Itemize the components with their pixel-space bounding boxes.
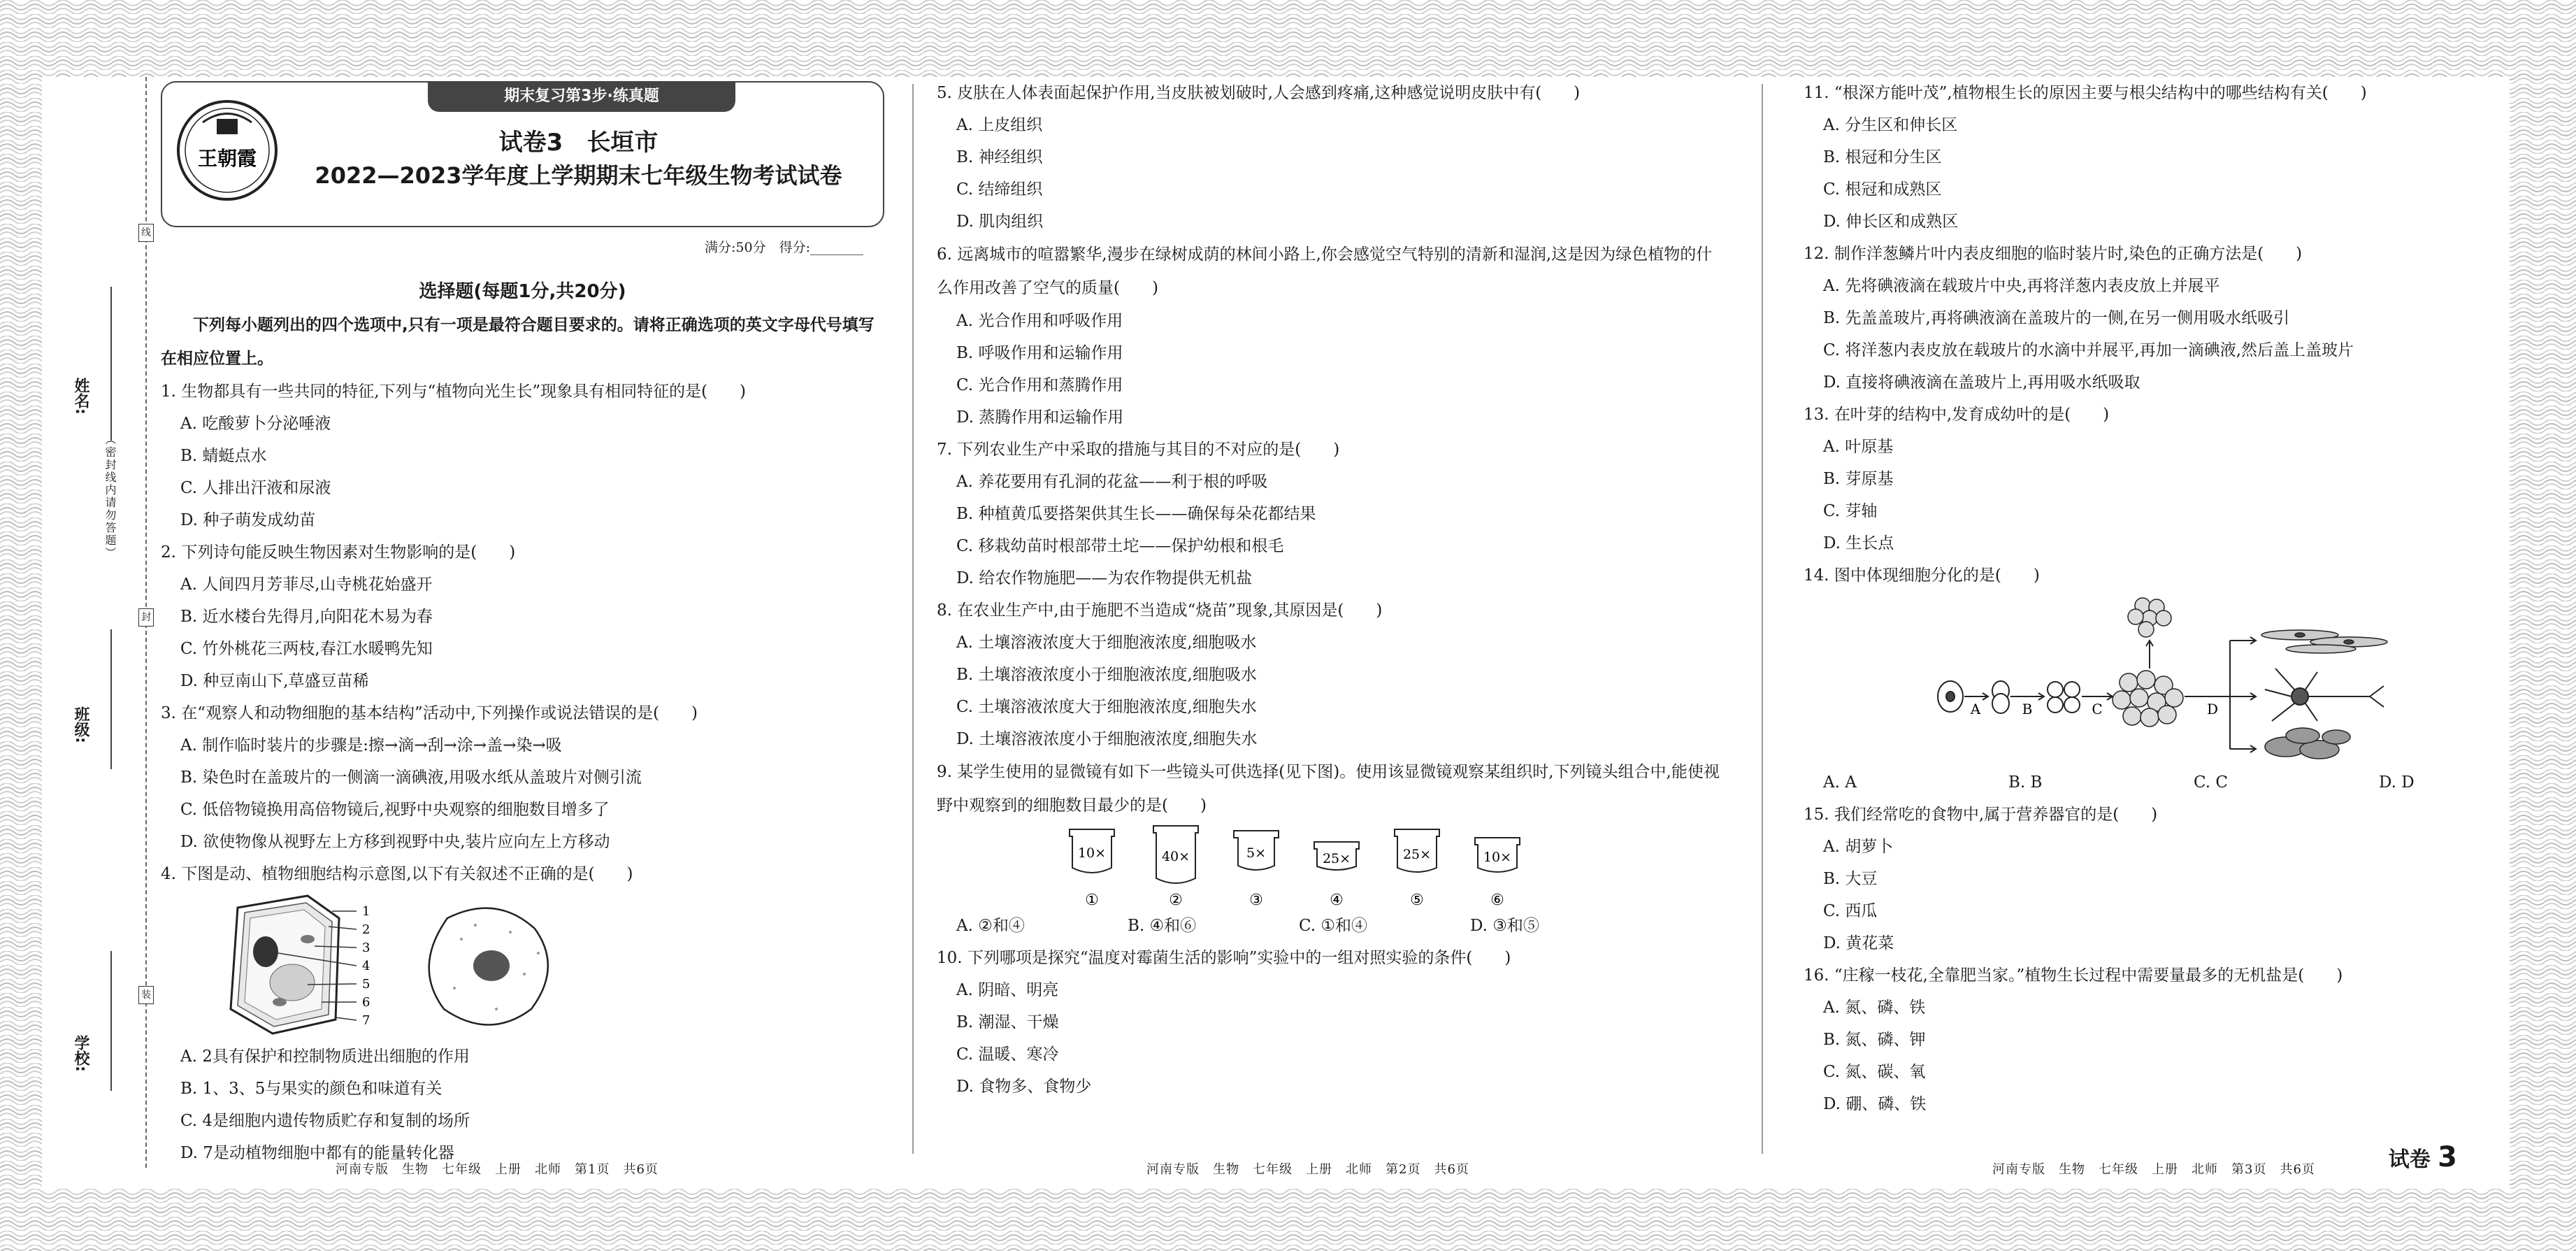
question-stem: 12. 制作洋葱鳞片叶内表皮细胞的临时装片时,染色的正确方法是( ) [1804, 245, 2303, 263]
option-d[interactable]: D. 给农作物施肥——为农作物提供无机盐 [956, 569, 1253, 587]
question-15 [1804, 799, 2524, 959]
binding-mark-seal: 封 [138, 608, 154, 627]
question-stem: 5. 皮肤在人体表面起保护作用,当皮肤被划破时,人会感到疼痛,这种感觉说明皮肤中有( ) [937, 84, 1581, 102]
option-row [937, 910, 1723, 942]
option-d[interactable]: D. 伸长区和成熟区 [1823, 213, 1959, 231]
option-c[interactable]: C. 西瓜 [1823, 902, 1878, 920]
column-3: 11. “根深方能叶茂”,植物根生长的原因主要与根尖结构中的哪些结构有关( ) A. 分生区和伸长区 B. 根冠和分生区 C. 根冠和成熟区 D. 伸长区和成熟区 12. 制作洋葱鳞片叶内表皮细胞的临时装片时,染色的正确方法是( ) A. 先将碘液滴在载玻片中央,再将洋葱内表皮放上并展平 B. 先盖盖玻片,再将碘液滴在盖玻片的一侧,在另一侧用吸水纸吸引 C. 将洋葱内表皮放在载玻片的水滴中并展平,再加一滴碘液,然后盖上盖玻片 D. 直接将碘液滴在盖玻片上,再用吸水纸吸取 13. 在叶芽的结构中,发育成幼叶的是( ) A. 叶原基 B. 芽原基 C. 芽轴 D. 生长点 14. 图中体现细胞分化的是( ) A B C D A. A B. B C. C D. D 15. 我们经常吃的食物中,属于营养器官的是( ) A. 胡萝卜 B. 大豆 C. 西瓜 D. 黄花菜 16. “庄稼一枝花,全靠肥当家。”植物生长过程中需要量最多的无机盐是( ) A. 氮、磷、铁 B. 氮、磷、钾 C. 氮、碳、氧 D. 硼、磷、铁 河南专版 生物 七年级 上册 北师 第3页 共6页 [1804, 77, 2524, 1120]
question-stem: 8. 在农业生产中,由于施肥不当造成“烧苗”现象,其原因是( ) [937, 601, 1383, 620]
lens-numbers [1085, 892, 1504, 909]
lens-figure [1056, 822, 1587, 910]
svg-text:⑥: ⑥ [1490, 892, 1504, 909]
svg-text:10×: 10× [1077, 845, 1107, 861]
option-a[interactable]: A. A [1823, 773, 1857, 792]
exam-title: 试卷3 长垣市 [498, 129, 659, 157]
option-d[interactable]: D. 黄花菜 [1823, 934, 1894, 952]
question-stem: 16. “庄稼一枝花,全靠肥当家。”植物生长过程中需要量最多的无机盐是( ) [1804, 966, 2343, 985]
option-c[interactable]: C. 根冠和成熟区 [1823, 180, 1942, 199]
option-d[interactable]: D. 食物多、食物少 [956, 1078, 1092, 1096]
question-3 [161, 697, 884, 858]
svg-text:2: 2 [362, 922, 370, 937]
option-a[interactable]: A. 先将碘液滴在载玻片中央,再将洋葱内表皮放上并展平 [1823, 277, 2220, 295]
svg-text:25×: 25× [1322, 851, 1351, 866]
option-b[interactable]: B. 氮、磷、钾 [1823, 1031, 1926, 1049]
option-d[interactable]: D. 种子萌发成幼苗 [180, 511, 316, 529]
option-a[interactable]: A. 人间四月芳菲尽,山寺桃花始盛开 [180, 576, 433, 594]
question-2 [161, 536, 884, 697]
option-row [1804, 766, 2524, 799]
option-b[interactable]: B. 近水楼台先得月,向阳花木易为春 [180, 608, 433, 626]
column-2: 5. 皮肤在人体表面起保护作用,当皮肤被划破时,人会感到疼痛,这种感觉说明皮肤中有( ) A. 上皮组织 B. 神经组织 C. 结缔组织 D. 肌肉组织 6. 远离城市的喧嚣繁华,漫步在绿树成荫的林间小路上,你会感觉空气特别的清新和湿润,这是因为绿色植物的什么作用改善了空气的质量( ) A. 光合作用和呼吸作用 B. 呼吸作用和运输作用 C. 光合作用和蒸腾作用 D. 蒸腾作用和运输作用 7. 下列农业生产中采取的措施与其目的不对应的是( ) A. 养花要用有孔洞的花盆——利于根的呼吸 B. 种植黄瓜要搭架供其生长——确保每朵花都结果 C. 移栽幼苗时根部带土坨——保护幼根和根毛 D. 给农作物施肥——为农作物提供无机盐 8. 在农业生产中,由于施肥不当造成“烧苗”现象,其原因是( ) A. 土壤溶液浓度大于细胞液浓度,细胞吸水 B. 土壤溶液浓度小于细胞液浓度,细胞吸水 C. 土壤溶液浓度大于细胞液浓度,细胞失水 D. 土壤溶液浓度小于细胞液浓度,细胞失水 9. 某学生使用的显微镜有如下一些镜头可供选择(见下图)。使用该显微镜观察某组织时,下列镜头组合中,能使视野中观察到的细胞数目最少的是( ) 10× 40× 5× 25× 25× 10× ① ② ③ ④ ⑤ ⑥ A. ②和④ B. ④和⑥ C. ①和④ D. ③和⑤ 10. 下列哪项是探究“温度对霉菌生活的影响”实验中的一组对照实验的条件( ) A. 阴暗、明亮 B. 潮湿、干燥 C. 温暖、寒冷 D. 食物多、食物少 河南专版 生物 七年级 上册 北师 第2页 共6页 [937, 77, 1723, 1103]
option-a[interactable]: A. 叶原基 [1823, 438, 1894, 456]
binding-mark-line: 线 [138, 224, 154, 242]
option-b[interactable]: B. 种植黄瓜要搭架供其生长——确保每朵花都结果 [956, 505, 1316, 523]
class-blank[interactable] [110, 629, 112, 769]
nucleus-mark [253, 936, 278, 967]
svg-text:③: ③ [1249, 892, 1263, 909]
option-a[interactable]: A. ②和④ [956, 917, 1025, 935]
option-b[interactable]: B. 芽原基 [1823, 470, 1894, 488]
svg-text:40×: 40× [1161, 849, 1190, 864]
question-stem: 7. 下列农业生产中采取的措施与其目的不对应的是( ) [937, 441, 1340, 459]
svg-text:1: 1 [362, 904, 370, 919]
svg-text:5×: 5× [1246, 845, 1267, 861]
question-stem: 3. 在“观察人和动物细胞的基本结构”活动中,下列操作或说法错误的是( ) [161, 704, 698, 722]
option-c[interactable]: C. 4是细胞内遗传物质贮存和复制的场所 [180, 1112, 470, 1130]
binding-margin [42, 77, 161, 1189]
option-c[interactable]: C. 低倍物镜换用高倍物镜后,视野中央观察的细胞数目增多了 [180, 801, 610, 819]
option-b[interactable]: B. ④和⑥ [1128, 917, 1197, 935]
question-stem: 13. 在叶芽的结构中,发育成幼叶的是( ) [1804, 406, 2110, 424]
question-7 [937, 434, 1723, 594]
option-d[interactable]: D. 直接将碘液滴在盖玻片上,再用吸水纸吸取 [1823, 373, 2140, 392]
question-stem: 9. 某学生使用的显微镜有如下一些镜头可供选择(见下图)。使用该显微镜观察某组织时,下列镜头组合中,能使视野中观察到的细胞数目最少的是( ) [937, 763, 1720, 815]
svg-text:4: 4 [362, 959, 370, 973]
svg-text:④: ④ [1330, 892, 1344, 909]
exam-header [161, 81, 884, 227]
cell-differentiation-figure [1936, 592, 2510, 766]
svg-text:10×: 10× [1483, 850, 1512, 865]
option-b[interactable]: B. 大豆 [1823, 870, 1878, 888]
option-d[interactable]: D. 欲使物像从视野左上方移到视野中央,装片应向左上方移动 [180, 833, 610, 851]
question-5 [937, 77, 1723, 238]
stamp-label: 试卷 [2388, 1148, 2431, 1172]
svg-text:3: 3 [362, 941, 370, 955]
page-footer: 河南专版 生物 七年级 上册 北师 第1页 共6页 [336, 1162, 659, 1177]
svg-text:①: ① [1085, 892, 1099, 909]
question-stem: 10. 下列哪项是探究“温度对霉菌生活的影响”实验中的一组对照实验的条件( ) [937, 949, 1511, 967]
option-c[interactable]: C. 人排出汗液和尿液 [180, 479, 331, 497]
svg-text:⑤: ⑤ [1410, 892, 1424, 909]
option-c[interactable]: C. 芽轴 [1823, 502, 1878, 520]
svg-text:②: ② [1169, 892, 1183, 909]
svg-text:6: 6 [362, 995, 370, 1010]
figure-numbers [362, 904, 370, 1028]
question-1 [161, 376, 884, 536]
option-b[interactable]: B. 潮湿、干燥 [956, 1013, 1059, 1031]
option-a[interactable]: A. 氮、磷、铁 [1823, 999, 1926, 1017]
option-a[interactable]: A. 光合作用和呼吸作用 [956, 312, 1123, 330]
option-a[interactable]: A. 土壤溶液浓度大于细胞液浓度,细胞吸水 [956, 634, 1257, 652]
question-stem: 2. 下列诗句能反映生物因素对生物影响的是( ) [161, 543, 516, 562]
question-stem: 11. “根深方能叶茂”,植物根生长的原因主要与根尖结构中的哪些结构有关( ) [1804, 84, 2367, 102]
svg-text:5: 5 [362, 977, 370, 992]
question-11 [1804, 77, 2524, 238]
option-c[interactable]: C. 温暖、寒冷 [956, 1045, 1059, 1064]
name-blank[interactable] [110, 287, 112, 441]
question-16 [1804, 959, 2524, 1120]
binding-mark-bind: 装 [138, 986, 154, 1004]
question-13 [1804, 399, 2524, 559]
option-b[interactable]: B. 蜻蜓点水 [180, 447, 267, 465]
option-a[interactable]: A. 阴暗、明亮 [956, 981, 1059, 999]
column-1 [161, 77, 884, 1177]
option-a[interactable]: A. 胡萝卜 [1823, 838, 1894, 856]
question-6 [937, 238, 1723, 434]
svg-text:D: D [2206, 701, 2219, 717]
option-c[interactable]: C. 土壤溶液浓度大于细胞液浓度,细胞失水 [956, 698, 1257, 716]
svg-text:C: C [2092, 701, 2103, 717]
question-stem: 15. 我们经常吃的食物中,属于营养器官的是( ) [1804, 806, 2158, 824]
question-stem: 14. 图中体现细胞分化的是( ) [1804, 566, 2040, 585]
review-tag: 期末复习第3步·练真题 [428, 81, 735, 112]
name-label: 姓名: [72, 378, 89, 415]
question-stem: 4. 下图是动、植物细胞结构示意图,以下有关叙述不正确的是( ) [161, 865, 633, 883]
option-c[interactable]: C. 移栽幼苗时根部带土坨——保护幼根和根毛 [956, 537, 1284, 555]
logo-text: 王朝霞 [197, 147, 257, 170]
option-b[interactable]: B. 染色时在盖玻片的一侧滴一滴碘液,用吸水纸从盖玻片对侧引流 [180, 769, 642, 787]
exam-number-stamp [2389, 1141, 2457, 1173]
option-c[interactable]: C. 结缔组织 [956, 180, 1043, 199]
svg-text:7: 7 [362, 1013, 370, 1028]
option-d[interactable]: D. D [2379, 773, 2415, 792]
option-b[interactable]: B. 呼吸作用和运输作用 [956, 344, 1123, 362]
option-b[interactable]: B. 先盖盖玻片,再将碘液滴在盖玻片的一侧,在另一侧用吸水纸吸引 [1823, 309, 2290, 327]
column-divider [1762, 84, 1763, 1154]
section-instruction: 下列每小题列出的四个选项中,只有一项是最符合题目要求的。请将正确选项的英文字母代号填写在相应位置上。 [161, 316, 875, 368]
question-8 [937, 594, 1723, 755]
cell-structure-figure [217, 890, 566, 1041]
option-d[interactable]: D. 肌肉组织 [956, 213, 1044, 231]
option-b[interactable]: B. 神经组织 [956, 148, 1043, 166]
question-stem: 6. 远离城市的喧嚣繁华,漫步在绿树成荫的林间小路上,你会感觉空气特别的清新和湿润,这是因为绿色植物的什么作用改善了空气的质量( ) [937, 245, 1713, 297]
option-c[interactable]: C. 竹外桃花三两枝,春江水暖鸭先知 [180, 640, 433, 658]
question-10 [937, 942, 1723, 1103]
option-b[interactable]: B. 土壤溶液浓度小于细胞液浓度,细胞吸水 [956, 666, 1257, 684]
option-c[interactable]: C. ①和④ [1299, 917, 1368, 935]
svg-text:A: A [1970, 701, 1981, 717]
option-b[interactable]: B. B [2008, 773, 2043, 792]
school-blank[interactable] [110, 951, 112, 1091]
option-c[interactable]: C. C [2194, 773, 2228, 792]
stamp-number: 3 [2438, 1141, 2457, 1173]
question-stem: 1. 生物都具有一些共同的特征,下列与“植物向光生长”现象具有相同特征的是( ) [161, 383, 747, 401]
option-a[interactable]: A. 吃酸萝卜分泌唾液 [180, 415, 331, 433]
option-a[interactable]: A. 养花要用有孔洞的花盆——利于根的呼吸 [956, 473, 1268, 491]
option-b[interactable]: B. 根冠和分生区 [1823, 148, 1942, 166]
score-line: 满分:50分 得分:________ [705, 240, 863, 255]
option-a[interactable]: A. 制作临时装片的步骤是:擦→滴→刮→涂→盖→染→吸 [180, 736, 562, 755]
question-14 [1804, 559, 2524, 799]
option-d[interactable]: D. 种豆南山下,草盛豆苗稀 [180, 672, 369, 690]
option-a[interactable]: A. 分生区和伸长区 [1823, 116, 1958, 134]
question-9 [937, 755, 1723, 942]
option-d[interactable]: D. 生长点 [1823, 534, 1894, 552]
option-c[interactable]: C. 将洋葱内表皮放在载玻片的水滴中并展平,再加一滴碘液,然后盖上盖玻片 [1823, 341, 2354, 359]
class-label: 班级: [72, 706, 89, 743]
option-d[interactable]: D. ③和⑤ [1470, 917, 1539, 935]
svg-text:25×: 25× [1402, 847, 1432, 862]
binding-notice: （密封线内请勿答题） [103, 434, 117, 559]
option-c[interactable]: C. 氮、碳、氧 [1823, 1063, 1926, 1081]
option-a[interactable]: A. 上皮组织 [956, 116, 1043, 134]
option-c[interactable]: C. 光合作用和蒸腾作用 [956, 376, 1123, 394]
lens-labels [1078, 845, 1511, 866]
option-d[interactable]: D. 7是动植物细胞中都有的能量转化器 [180, 1144, 454, 1162]
exam-body [161, 77, 2510, 1189]
option-a[interactable]: A. 2具有保护和控制物质进出细胞的作用 [180, 1048, 470, 1066]
school-label: 学校: [72, 1035, 89, 1072]
column-divider [912, 84, 914, 1154]
option-d[interactable]: D. 蒸腾作用和运输作用 [956, 408, 1124, 427]
svg-text:B: B [2022, 701, 2033, 717]
option-d[interactable]: D. 土壤溶液浓度小于细胞液浓度,细胞失水 [956, 730, 1258, 748]
option-d[interactable]: D. 硼、磷、铁 [1823, 1095, 1927, 1113]
section-title: 选择题(每题1分,共20分) [419, 281, 626, 302]
exam-subtitle: 2022—2023学年度上学期期末七年级生物考试试卷 [315, 162, 842, 189]
question-12 [1804, 238, 2524, 399]
option-b[interactable]: B. 1、3、5与果实的颜色和味道有关 [180, 1080, 442, 1098]
